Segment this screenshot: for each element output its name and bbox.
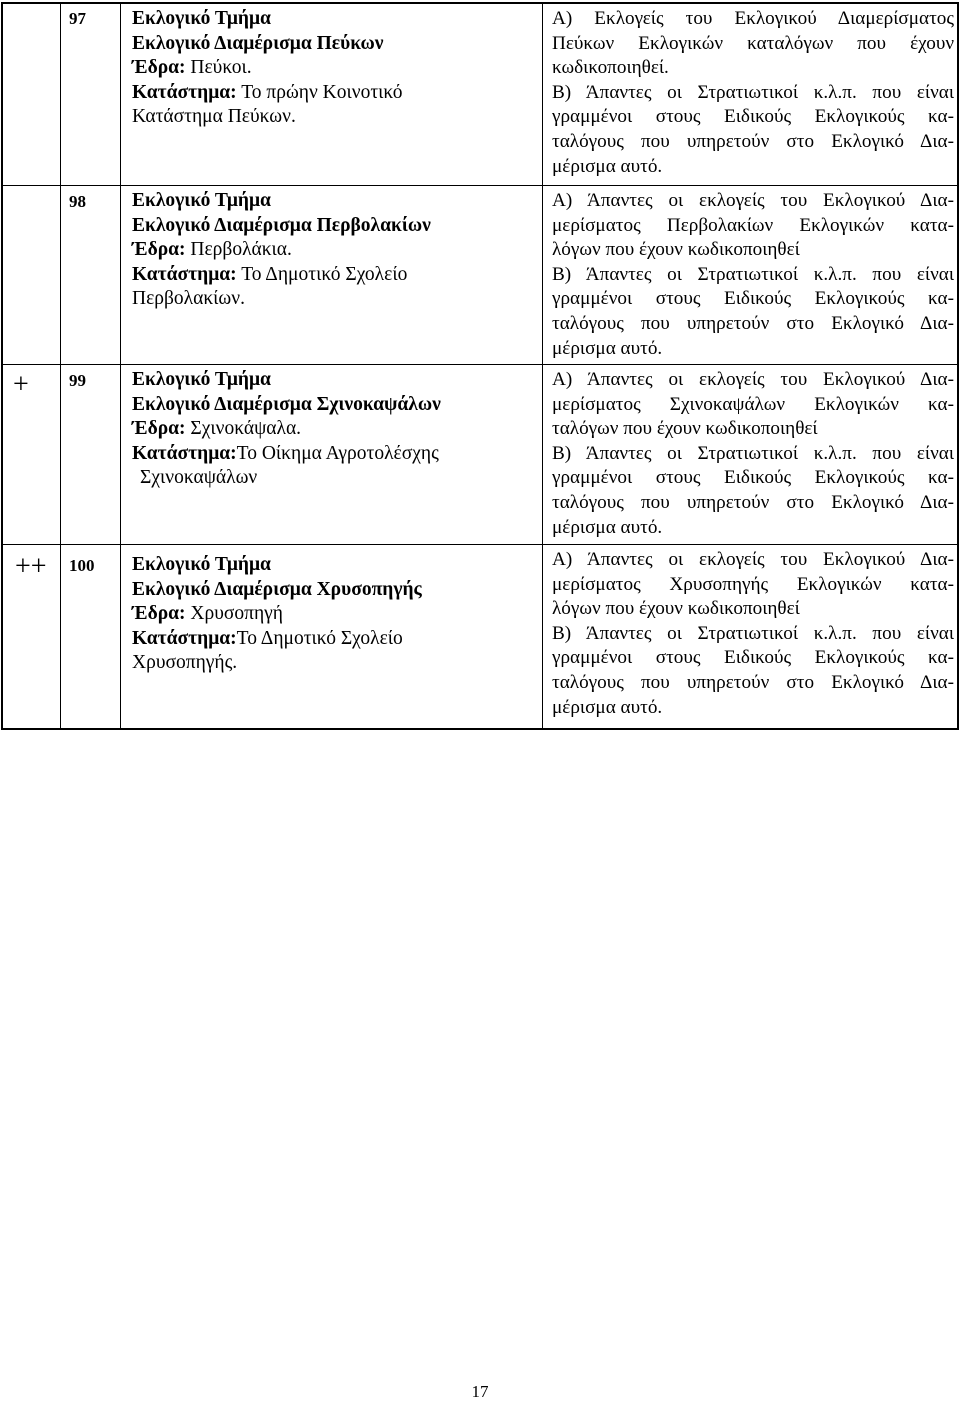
store-value-cont: Περβολακίων. bbox=[132, 288, 245, 310]
polling-stations-table bbox=[1, 2, 959, 730]
description-line: λόγων που έχουν κωδικοποιηθεί bbox=[552, 239, 800, 261]
description-line: μερίσματος Περβολακίων Εκλογικών κατα- bbox=[552, 214, 954, 236]
page-number: 17 bbox=[471, 1382, 489, 1401]
section-number: 97 bbox=[69, 9, 86, 28]
store-value-cont: Σχινοκαψάλων bbox=[140, 467, 258, 489]
station-info bbox=[132, 189, 537, 312]
seat-label: Έδρα: bbox=[132, 57, 186, 79]
voter-description bbox=[552, 7, 954, 179]
description-line: Α) Άπαντες οι εκλογείς του Εκλογικού Δια- bbox=[552, 190, 954, 211]
table-row bbox=[3, 185, 957, 364]
district-label: Εκλογικό Διαμέρισμα Σχινοκαψάλων bbox=[132, 393, 441, 415]
store-value: Το Δημοτικό Σχολείο bbox=[241, 263, 408, 285]
description-line: Α) Άπαντες οι εκλογείς του Εκλογικού Δια- bbox=[552, 369, 954, 390]
description-line: Β) Άπαντες οι Στρατιωτικοί κ.λ.π. που είναι bbox=[552, 81, 954, 103]
table-row bbox=[3, 4, 957, 185]
section-number: 98 bbox=[69, 192, 86, 211]
description-line: ταλόγους που υπηρετούν στο Εκλογικό Δια- bbox=[552, 671, 954, 693]
seat-label: Έδρα: bbox=[132, 239, 186, 261]
section-number: 100 bbox=[69, 556, 95, 575]
seat-label: Έδρα: bbox=[132, 603, 186, 625]
station-info bbox=[132, 553, 537, 676]
description-line: μερίσματος Χρυσοπηγής Εκλογικών κατα- bbox=[552, 573, 954, 595]
dept-label: Εκλογικό Τμήμα bbox=[132, 554, 271, 575]
store-value-cont: Χρυσοπηγής. bbox=[132, 652, 238, 674]
description-line: ταλόγους που υπηρετούν στο Εκλογικό Δια- bbox=[552, 491, 954, 513]
seat-label: Έδρα: bbox=[132, 418, 186, 440]
description-line: κωδικοποιηθεί. bbox=[552, 57, 669, 79]
voter-description bbox=[552, 368, 954, 540]
store-value-cont: Κατάστημα Πεύκων. bbox=[132, 106, 296, 128]
district-label: Εκλογικό Διαμέρισμα Χρυσοπηγής bbox=[132, 578, 422, 600]
row-marker: ++ bbox=[15, 551, 47, 582]
district-label: Εκλογικό Διαμέρισμα Περβολακίων bbox=[132, 214, 431, 236]
description-line: μερίσματος Σχινοκαψάλων Εκλογικών κα- bbox=[552, 393, 954, 415]
seat-value: Σχινοκάψαλα. bbox=[190, 418, 302, 440]
description-line: ταλόγων που έχουν κωδικοποιηθεί bbox=[552, 418, 818, 440]
description-line: λόγων που έχουν κωδικοποιηθεί bbox=[552, 598, 800, 620]
store-label: Κατάστημα: bbox=[132, 81, 237, 103]
store-value: Το Δημοτικό Σχολείο bbox=[236, 627, 403, 649]
description-line: Β) Άπαντες οι Στρατιωτικοί κ.λ.π. που είναι bbox=[552, 622, 954, 644]
description-line: μέρισμα αυτό. bbox=[552, 337, 663, 359]
description-line: Β) Άπαντες οι Στρατιωτικοί κ.λ.π. που είναι bbox=[552, 263, 954, 285]
description-line: Α) Εκλογείς του Εκλογικού Διαμερίσματος bbox=[552, 8, 954, 29]
description-line: μέρισμα αυτό. bbox=[552, 516, 663, 538]
voter-description bbox=[552, 548, 954, 720]
description-line: γραμμένοι στους Ειδικούς Εκλογικούς κα- bbox=[552, 647, 954, 669]
store-label: Κατάστημα: bbox=[132, 263, 237, 285]
description-line: Β) Άπαντες οι Στρατιωτικοί κ.λ.π. που είναι bbox=[552, 442, 954, 464]
description-line: ταλόγους που υπηρετούν στο Εκλογικό Δια- bbox=[552, 312, 954, 334]
description-line: γραμμένοι στους Ειδικούς Εκλογικούς κα- bbox=[552, 288, 954, 310]
description-line: ταλόγους που υπηρετούν στο Εκλογικό Δια- bbox=[552, 130, 954, 152]
table-row bbox=[3, 364, 957, 544]
dept-label: Εκλογικό Τμήμα bbox=[132, 190, 271, 211]
description-line: γραμμένοι στους Ειδικούς Εκλογικούς κα- bbox=[552, 106, 954, 128]
voter-description bbox=[552, 189, 954, 361]
station-info bbox=[132, 368, 537, 491]
seat-value: Περβολάκια. bbox=[190, 239, 292, 261]
description-line: Α) Άπαντες οι εκλογείς του Εκλογικού Δια- bbox=[552, 549, 954, 570]
table-row bbox=[3, 544, 957, 728]
section-number: 99 bbox=[69, 371, 86, 390]
dept-label: Εκλογικό Τμήμα bbox=[132, 8, 271, 29]
store-value: Το πρώην Κοινοτικό bbox=[241, 81, 403, 103]
store-label: Κατάστημα: bbox=[132, 627, 237, 649]
description-line: Πεύκων Εκλογικών καταλόγων που έχουν bbox=[552, 32, 954, 54]
seat-value: Πεύκοι. bbox=[190, 57, 252, 79]
description-line: μέρισμα αυτό. bbox=[552, 155, 663, 177]
row-marker: + bbox=[13, 369, 29, 400]
description-line: μέρισμα αυτό. bbox=[552, 696, 663, 718]
station-info bbox=[132, 7, 537, 130]
seat-value: Χρυσοπηγή bbox=[190, 603, 283, 625]
dept-label: Εκλογικό Τμήμα bbox=[132, 369, 271, 390]
description-line: γραμμένοι στους Ειδικούς Εκλογικούς κα- bbox=[552, 467, 954, 489]
district-label: Εκλογικό Διαμέρισμα Πεύκων bbox=[132, 32, 384, 54]
store-value: Το Οίκημα Αγροτολέσχης bbox=[236, 442, 439, 464]
store-label: Κατάστημα: bbox=[132, 442, 237, 464]
